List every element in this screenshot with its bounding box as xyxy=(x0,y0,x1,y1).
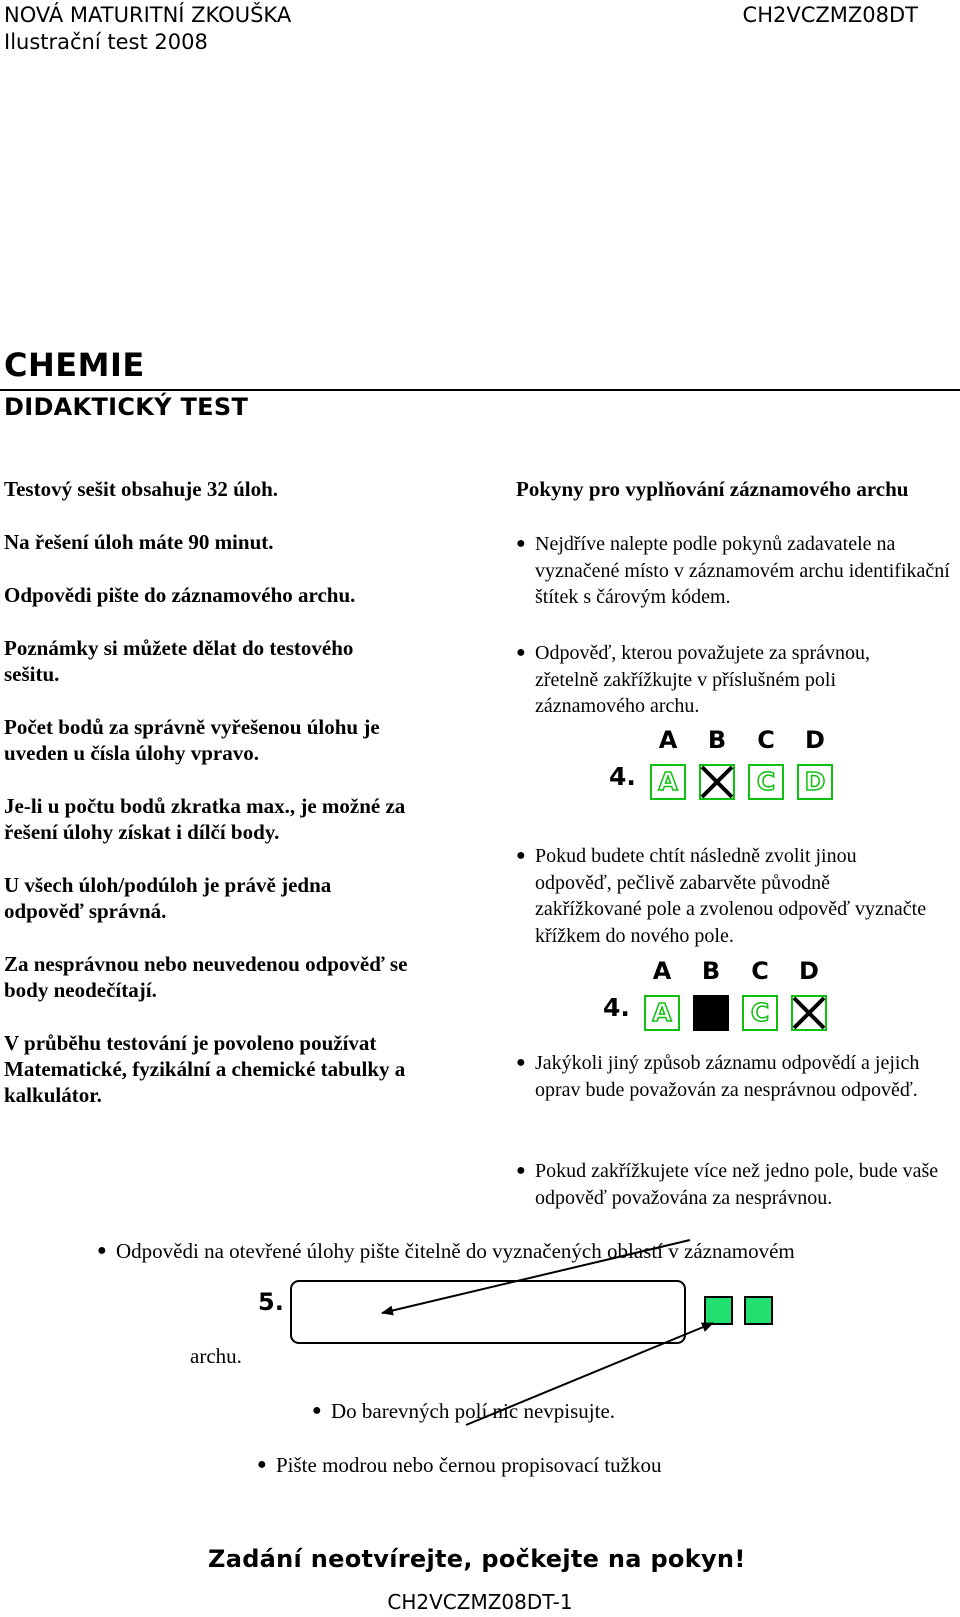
bullet-icon: ● xyxy=(257,1456,267,1473)
instruction-2: Na řešení úloh máte 90 minut. xyxy=(4,530,274,554)
box-d: D xyxy=(797,764,833,800)
header-exam-name: NOVÁ MATURITNÍ ZKOUŠKA xyxy=(4,3,292,27)
bullet-icon: ● xyxy=(516,1162,526,1179)
bullet-icon: ● xyxy=(516,847,526,864)
footer-warning: Zadání neotvírejte, počkejte na pokyn! xyxy=(208,1545,746,1573)
bullet-no-write-colored: ● Do barevných polí nic nevpisujte. xyxy=(312,1399,616,1423)
bullet-other-method: ● Jakýkoli jiný způsob záznamu odpovědí a jejich oprav bude považován za nesprávnou odpověď. xyxy=(516,1052,920,1101)
box-a: A xyxy=(650,764,686,800)
label-a: A xyxy=(652,957,672,985)
subject-title: CHEMIE xyxy=(4,346,145,384)
test-subtitle: DIDAKTICKÝ TEST xyxy=(4,393,249,421)
box-c: C xyxy=(748,764,784,800)
instruction-6: Je-li u počtu bodů zkratka max., je možné za řešení úlohy získat i dílčí body. xyxy=(4,794,406,844)
answer-sheet-instructions-title: Pokyny pro vyplňování záznamového archu xyxy=(516,477,909,501)
open-task-number: 5. xyxy=(258,1288,284,1316)
label-a: A xyxy=(658,726,678,754)
example-number: 4. xyxy=(609,762,636,791)
footer-page-code: CH2VCZMZ08DT-1 xyxy=(387,1590,573,1614)
label-b: B xyxy=(701,957,721,985)
box-c: C xyxy=(742,995,778,1031)
bullet-multiple-marks: ● Pokud zakřížkujete více než jedno pole, bude vaše odpověď považována za nesprávnou. xyxy=(516,1160,939,1209)
bullet-icon: ● xyxy=(312,1402,322,1419)
instruction-7: U všech úloh/podúloh je právě jedna odpověď správná. xyxy=(4,873,332,923)
label-c: C xyxy=(751,957,769,985)
instruction-9: V průběhu testování je povoleno používat Matematické, fyzikální a chemické tabulky a kalkulátor. xyxy=(4,1031,406,1107)
instruction-1: Testový sešit obsahuje 32 úloh. xyxy=(4,477,279,501)
open-tasks-bullet-end: archu. xyxy=(190,1344,242,1368)
bullet-mark-answer: ● Odpověď, kterou považujete za správnou, zřetelně zakřížkujte v příslušném poli záznamového archu. xyxy=(516,642,871,717)
box-a: A xyxy=(644,995,680,1031)
header-code: CH2VCZMZ08DT xyxy=(742,3,918,27)
header-test-name: Ilustrační test 2008 xyxy=(4,30,208,54)
instruction-4: Poznámky si můžete dělat do testového sešitu. xyxy=(4,636,354,686)
label-b: B xyxy=(707,726,727,754)
bullet-sticker: ● Nejdříve nalepte podle pokynů zadavatele na vyznačené místo v záznamovém archu identifikační štítek s čárovým kódem. xyxy=(516,533,950,608)
example-number: 4. xyxy=(603,993,630,1022)
bullet-icon: ● xyxy=(516,644,526,661)
instruction-5: Počet bodů za správně vyřešenou úlohu je uveden u čísla úlohy vpravo. xyxy=(4,715,380,765)
label-d: D xyxy=(805,726,825,754)
bullet-open-tasks: ● Odpovědi na otevřené úlohy pište čitelně do vyznačených oblastí v záznamovém xyxy=(97,1239,795,1263)
bullet-icon: ● xyxy=(97,1242,107,1259)
instruction-3: Odpovědi pište do záznamového archu. xyxy=(4,583,356,607)
bullet-icon: ● xyxy=(516,1054,526,1071)
bullet-change-answer: ● Pokud budete chtít následně zvolit jinou odpověď, pečlivě zabarvěte původně zakřížkované pole a zvolenou odpověď vyznačte křížkem do nového pole. xyxy=(516,845,927,947)
bullet-icon: ● xyxy=(516,535,526,552)
instruction-8: Za nesprávnou nebo neuvedenou odpověď se body neodečítají. xyxy=(4,952,408,1002)
bullet-pen: ● Pište modrou nebo černou propisovací tužkou xyxy=(257,1453,662,1477)
label-c: C xyxy=(757,726,775,754)
label-d: D xyxy=(799,957,819,985)
